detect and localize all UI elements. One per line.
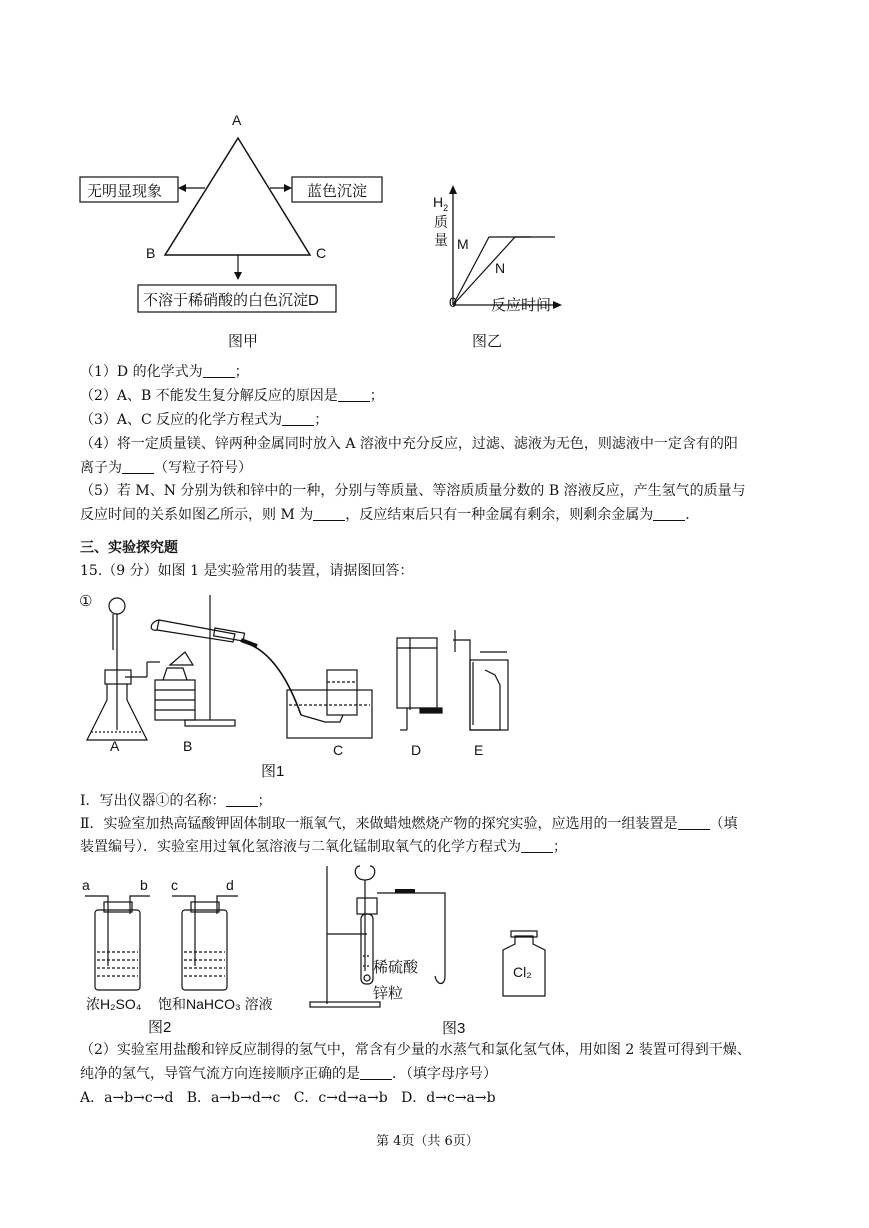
q14-part4-line2: 离子为 （写粒子符号） [80, 460, 252, 476]
triangle [165, 138, 310, 255]
answer-blank [122, 459, 154, 474]
q15-part-i: Ⅰ．写出仪器①的名称： ； [80, 793, 272, 809]
answer-blank [521, 838, 553, 853]
caption-fig2: 图2 [148, 1019, 172, 1036]
figure-jia [70, 108, 400, 363]
figure-1 [75, 590, 535, 785]
q15-part2-line2: 纯净的氢气，导管气流方向连接顺序正确的是 ．（填字母序号） [80, 1066, 497, 1082]
apparatus-b [151, 595, 244, 726]
q14-part1: （1）D 的化学式为 ； [80, 364, 249, 380]
vertex-a: A [232, 112, 242, 128]
q15-part2-line1: （2）实验室用盐酸和锌反应制得的氢气中，常含有少量的水蒸气和氯化氢气体，用如图 2 装置可得到干燥、 [80, 1042, 751, 1058]
origin-label: 0 [449, 294, 457, 310]
answer-blank [653, 506, 685, 521]
y-label: $H_2$ [433, 194, 449, 213]
q15-part-ii-line1: Ⅱ．实验室加热高锰酸钾固体制取一瓶氧气，来做蜡烛燃烧产物的探究实验，应选用的一组装置是 （填 [80, 816, 738, 832]
mark-1: ① [79, 593, 93, 610]
caption-jia: 图甲 [228, 333, 259, 350]
answer-blank [226, 792, 258, 807]
label-c: C [333, 742, 344, 758]
answer-blank [360, 1065, 392, 1080]
vertex-b: B [146, 245, 156, 261]
port-d: d [226, 877, 234, 893]
liquid-nahco3: 饱和NaHCO₃ 溶液 [158, 996, 273, 1012]
caption-fig1: 图1 [261, 763, 285, 780]
figure-3 [305, 856, 565, 1041]
q14-part4-line1: （4）将一定质量镁、锌两种金属同时放入 A 溶液中充分反应，过滤、滤液为无色，则滤液中一定含有的阳 [80, 436, 738, 452]
apparatus-a [87, 598, 160, 740]
q15-intro: 15.（9 分）如图 1 是实验常用的装置，请据图回答： [80, 563, 414, 579]
answer-blank [338, 387, 370, 402]
q15-part2-options: A．a→b→c→d B．a→b→d→c C．c→d→a→b D．d→c→a→b [80, 1090, 496, 1106]
liquid-h2so4: 浓H₂SO₄ [86, 996, 142, 1012]
figure-yi [425, 180, 575, 360]
x-label: 反应时间 [491, 297, 552, 314]
answer-blank [203, 363, 235, 378]
hydrogen-generator [305, 856, 565, 1016]
q14-part2: （2）A、B 不能发生复分解反应的原因是 ； [80, 388, 384, 404]
label-cl2: Cl₂ [513, 964, 532, 980]
label-e: E [474, 742, 484, 758]
label-d: D [411, 742, 422, 758]
label-n: N [495, 260, 506, 276]
vertex-c: C [316, 245, 327, 261]
apparatus-c [287, 670, 372, 738]
answer-blank [313, 506, 345, 521]
q14-part3: （3）A、C 反应的化学方程式为 ； [80, 412, 329, 428]
q15-part-ii-line2: 装置编号）．实验室用过氧化氢溶液与二氧化锰制取氧气的化学方程式为 ； [80, 839, 567, 855]
box-blue-precipitate: 蓝色沉淀 [307, 183, 368, 200]
triangle-diagram [70, 108, 400, 318]
box-no-phenomenon: 无明显现象 [87, 183, 163, 200]
port-a: a [82, 877, 90, 893]
port-c: c [171, 877, 178, 893]
apparatus-set [75, 590, 535, 760]
q14-part5-line2: 反应时间的关系如图乙所示，则 M 为 ，反应结束后只有一种金属有剩余，则剩余金属为 . [80, 507, 690, 523]
q14-part5-line1: （5）若 M、N 分别为铁和锌中的一种，分别与等质量、等溶质质量分数的 B 溶液反应，产生氢气的质量与 [80, 483, 746, 499]
caption-yi: 图乙 [472, 333, 503, 350]
label-a: A [110, 738, 120, 754]
answer-blank [282, 411, 314, 426]
label-zinc: 锌粒 [373, 985, 404, 1002]
port-b: b [140, 877, 148, 893]
label-m: M [457, 236, 469, 252]
apparatus-e [453, 630, 508, 730]
answer-blank [678, 815, 710, 830]
page-footer: 第 4页（共 6页） [376, 1134, 479, 1149]
y-label-mass: 质量 [434, 214, 448, 248]
figure-2 [80, 874, 280, 1039]
apparatus-d [397, 638, 442, 730]
section-title: 三、实验探究题 [80, 540, 178, 556]
label-b: B [183, 738, 193, 754]
caption-fig3: 图3 [442, 1020, 466, 1037]
label-dilute-acid: 稀硫酸 [373, 959, 419, 976]
washing-bottles [80, 874, 280, 994]
box-white-precipitate: 不溶于稀硝酸的白色沉淀D [143, 292, 319, 309]
